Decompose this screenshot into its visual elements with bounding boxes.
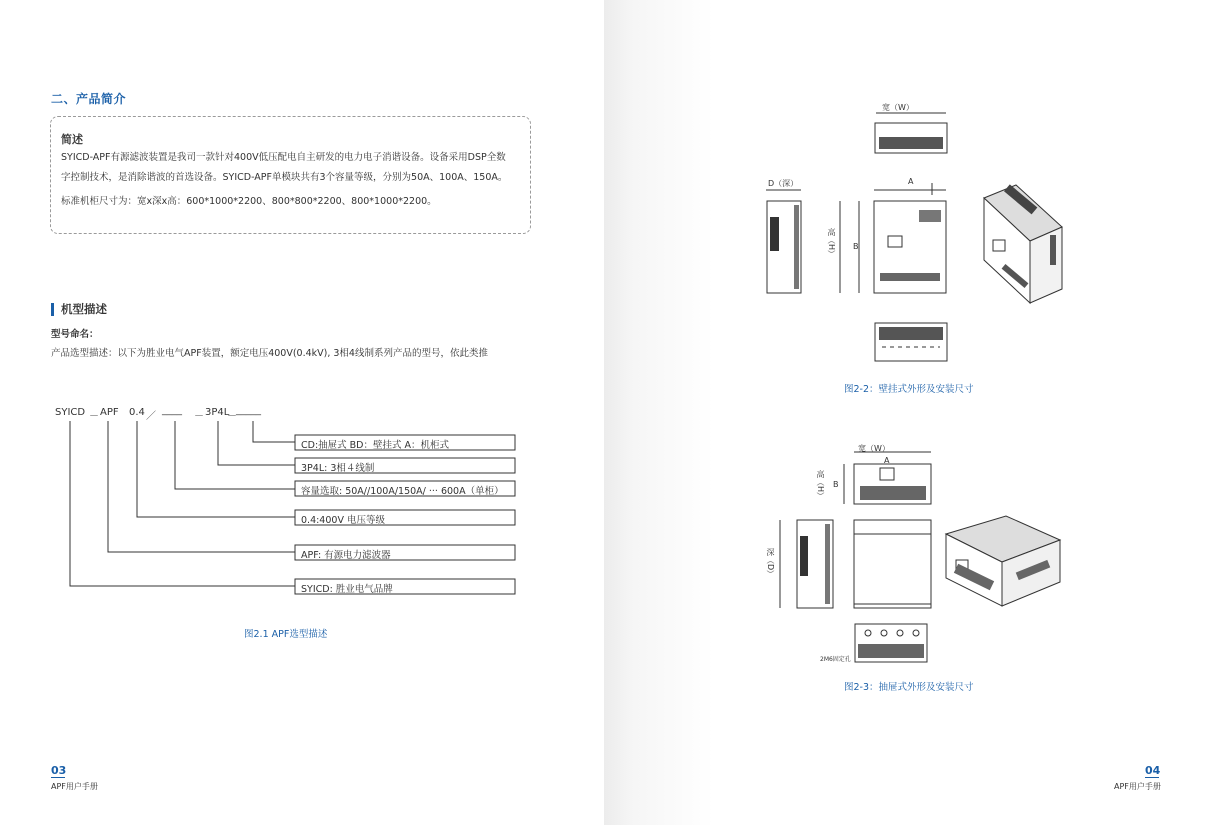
page-number-underline-right — [1145, 777, 1159, 778]
figure-2-2-caption: 图2-2：壁挂式外形及安装尺寸 — [844, 384, 974, 395]
legend-box-1: CD:抽屉式 BD：壁挂式 A：机柜式 — [301, 440, 450, 451]
drawer-type-drawing — [604, 440, 1208, 670]
wall-label-depth: D（深） — [768, 179, 799, 188]
legend-box-4: 0.4:400V 电压等级 — [301, 515, 385, 526]
footer-label-left: APF用户手册 — [51, 782, 98, 791]
drawer-label-a: A — [884, 456, 890, 465]
legend-box-2: 3P4L: 3相４线制 — [301, 463, 375, 474]
code-voltage: 0.4 — [129, 407, 145, 418]
page-number-underline-left — [51, 777, 65, 778]
summary-heading: 简述 — [61, 133, 83, 146]
summary-box — [50, 116, 531, 234]
wall-label-b: B — [853, 242, 859, 251]
footer-label-right: APF用户手册 — [1114, 782, 1161, 791]
page-number-right: 04 — [1145, 764, 1161, 777]
figure-2-3-caption: 图2-3：抽屉式外形及安装尺寸 — [844, 682, 974, 693]
legend-box-5: APF: 有源电力滤波器 — [301, 550, 391, 561]
model-heading: 机型描述 — [51, 303, 107, 316]
code-dash-2: － — [194, 411, 204, 422]
naming-label: 型号命名： — [51, 329, 99, 340]
legend-box-3: 容量选取: 50A//100A/150A/ ··· 600A（单柜） — [301, 486, 504, 497]
code-wiring: 3P4L — [205, 407, 230, 418]
code-blank-1: ____ — [162, 405, 182, 416]
summary-line-1: SYICD-APF有源滤波装置是我司一款针对400V低压配电自主研发的电力电子消谐设备。设备采用DSP全数 — [61, 152, 506, 163]
wall-label-width: 宽（W） — [882, 103, 914, 112]
code-slash: ／ — [146, 411, 156, 422]
drawer-label-height: 高（H） — [816, 470, 825, 501]
drawer-label-depth: 深（D） — [766, 548, 775, 579]
wall-label-a: A — [908, 177, 914, 186]
figure-2-1-caption: 图2.1 APF选型描述 — [244, 629, 328, 640]
drawer-label-bottom: 2M6固定孔 — [820, 656, 851, 663]
naming-description: 产品选型描述：以下为胜业电气APF装置，额定电压400V(0.4kV), 3相4线制系列产品的型号，依此类推 — [51, 348, 488, 359]
section-title: 二、产品简介 — [51, 92, 127, 106]
page-number-left: 03 — [51, 764, 67, 777]
code-dash-1: － — [89, 411, 99, 422]
code-blank-2: _____ — [236, 405, 261, 416]
legend-box-6: SYICD: 胜业电气品牌 — [301, 584, 393, 595]
summary-dimensions: 标准机柜尺寸为：宽x深x高：600*1000*2200、800*800*2200、800*1000*2200。 — [61, 196, 437, 207]
wall-label-height: 高（H） — [827, 228, 836, 259]
code-brand: SYICD — [55, 407, 86, 418]
drawer-label-b: B — [833, 480, 839, 489]
wall-mount-drawing — [604, 95, 1208, 375]
code-dash-3: － — [227, 411, 237, 422]
code-apf: APF — [100, 407, 119, 418]
drawer-label-width: 宽（W） — [858, 444, 890, 453]
summary-line-2: 字控制技术，是消除谐波的首选设备。SYICD-APF单模块共有3个容量等级，分别为50A、100A、150A。 — [61, 172, 508, 183]
